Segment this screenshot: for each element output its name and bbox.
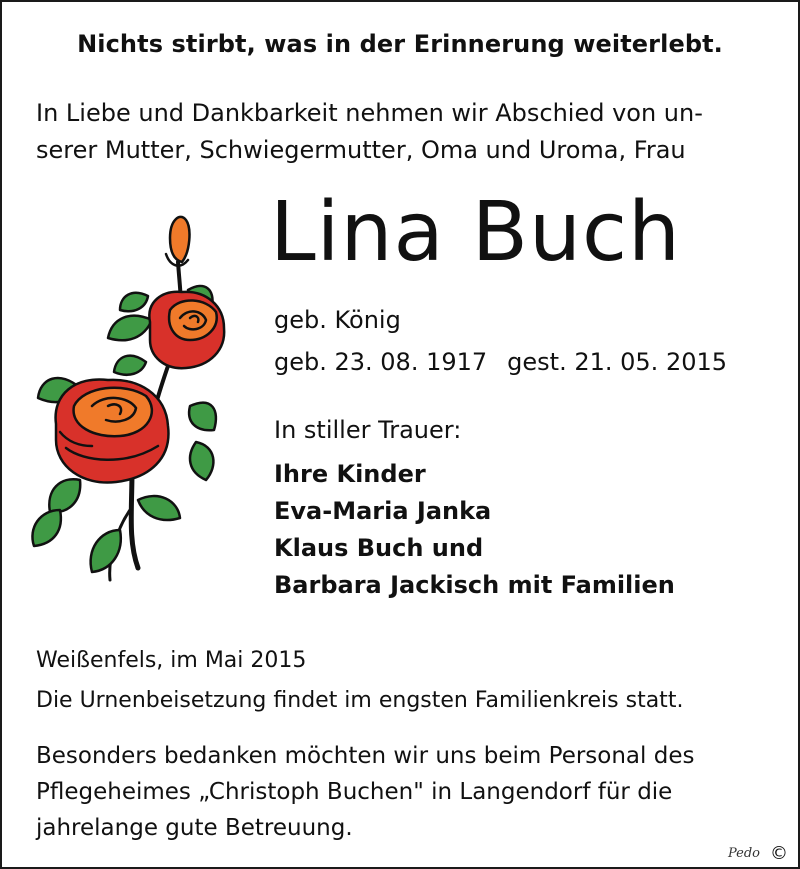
mourning-label: In stiller Trauer:	[274, 416, 462, 444]
thanks-text	[36, 738, 766, 846]
family-entry: Eva-Maria Janka	[274, 497, 492, 525]
urn-note: Die Urnenbeisetzung findet im engsten Familienkreis statt.	[36, 688, 684, 713]
family-entry: Barbara Jackisch mit Familien	[274, 571, 675, 599]
copyright-icon: ©	[770, 843, 788, 864]
intro-line: In Liebe und Dankbarkeit nehmen wir Abschied von un-	[36, 99, 703, 127]
intro-line: serer Mutter, Schwiegermutter, Oma und Uroma, Frau	[36, 136, 686, 164]
birth-name: geb. König	[274, 306, 401, 334]
thanks-line: Besonders bedanken möchten wir uns beim Personal des	[36, 743, 695, 769]
family-list	[274, 456, 675, 604]
life-dates	[274, 348, 727, 376]
thanks-line: Pflegeheimes „Christoph Buchen" in Langendorf für die	[36, 779, 673, 805]
rose-icon	[20, 210, 230, 602]
thanks-line: jahrelange gute Betreuung.	[36, 815, 353, 841]
designer-signature: Pedo	[727, 846, 760, 861]
birth-date: geb. 23. 08. 1917	[274, 348, 488, 376]
family-entry: Ihre Kinder	[274, 460, 426, 488]
motto: Nichts stirbt, was in der Erinnerung weiterlebt.	[77, 30, 723, 58]
intro-text	[36, 95, 766, 169]
family-entry: Klaus Buch und	[274, 534, 484, 562]
place-date: Weißenfels, im Mai 2015	[36, 648, 307, 673]
deceased-name: Lina Buch	[270, 185, 682, 280]
death-date: gest. 21. 05. 2015	[507, 348, 728, 376]
